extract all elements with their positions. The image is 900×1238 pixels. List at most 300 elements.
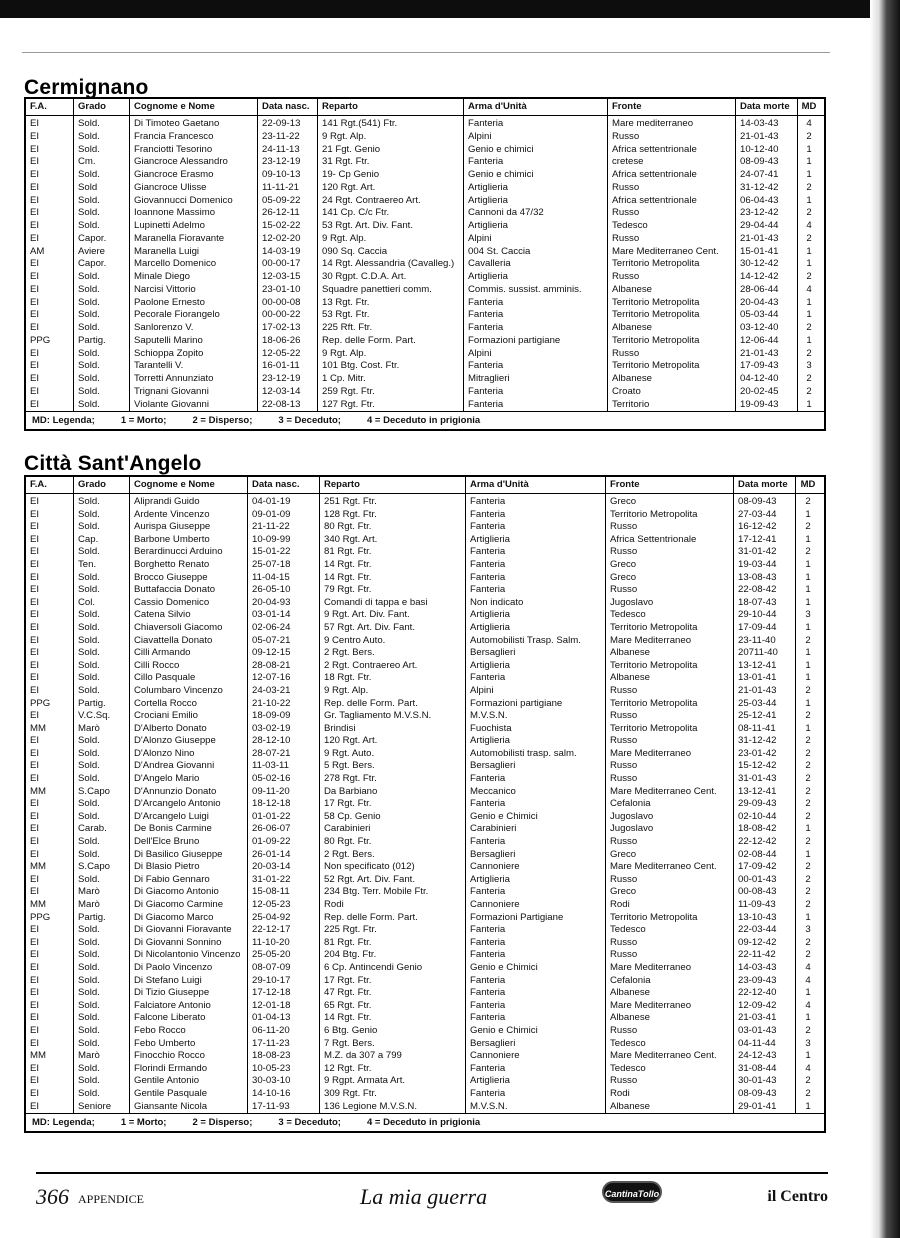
cell-birth-date: 18-09-09	[252, 710, 291, 722]
cell-grado: Sold.	[78, 659, 100, 671]
cell-reparto: 53 Rgt. Ftr.	[322, 309, 370, 321]
cell-name: Di Giacomo Marco	[134, 911, 214, 923]
cell-arma: M.V.S.N.	[470, 710, 508, 722]
cell-arma: Artiglieria	[470, 609, 510, 621]
cell-grado: Sold.	[78, 571, 100, 583]
cell-name: Falcone Liberato	[134, 1012, 206, 1024]
md-legend	[26, 1114, 824, 1131]
cell-fa: EI	[30, 347, 40, 359]
cell-md: 2	[805, 747, 811, 759]
md-legend-label: MD: Legenda;	[32, 1117, 95, 1129]
cell-arma: Artiglieria	[470, 621, 510, 633]
cell-reparto: 9 Rgt. Auto.	[324, 747, 375, 759]
cell-grado: Sold.	[78, 684, 100, 696]
cell-name: Lupinetti Adelmo	[134, 220, 205, 231]
cell-reparto: 80 Rgt. Ftr.	[324, 836, 372, 848]
cell-birth-date: 08-07-09	[252, 961, 291, 973]
cell-death-date: 29-04-44	[740, 220, 779, 231]
cell-name: Marcello Domenico	[134, 258, 217, 270]
cell-death-date: 30-12-42	[740, 258, 779, 270]
column-header-fronte: Fronte	[606, 477, 734, 493]
cell-grado: Sold.	[78, 873, 100, 885]
cell-reparto: 14 Rgt. Ftr.	[324, 571, 372, 583]
cell-md: 4	[806, 118, 812, 129]
cell-birth-date: 17-12-18	[252, 987, 291, 999]
cell-birth-date: 28-08-21	[252, 659, 291, 671]
cell-death-date: 21-03-41	[738, 1012, 777, 1024]
cell-birth-date: 23-11-22	[262, 130, 300, 142]
cell-fronte: Russo	[612, 271, 640, 282]
cell-arma: Fanteria	[468, 296, 504, 308]
cell-fronte: Russo	[610, 949, 638, 961]
cell-md: 2	[805, 546, 811, 558]
cell-reparto: M.Z. da 307 a 799	[324, 1050, 402, 1062]
cell-grado: Sold.	[78, 936, 100, 948]
cell-death-date: 27-03-44	[738, 508, 777, 520]
cell-death-date: 00-08-43	[738, 886, 777, 898]
md-legend-item: 3 = Deceduto;	[278, 1117, 341, 1129]
cell-name: Gentile Antonio	[134, 1075, 200, 1087]
cell-grado: Sold.	[78, 207, 100, 219]
cell-death-date: 15-12-42	[738, 760, 777, 772]
cell-reparto: 251 Rgt. Ftr.	[324, 496, 377, 507]
cell-grado: Sold.	[78, 496, 100, 507]
column-arma	[464, 116, 608, 411]
cell-reparto: 18 Rgt. Ftr.	[324, 672, 372, 684]
cell-grado: Sold.	[78, 194, 100, 206]
cell-fronte: Mare Mediterraneo Cent.	[610, 785, 717, 797]
cell-fronte: Russo	[610, 836, 638, 848]
cell-reparto: 9 Rgt. Alp.	[322, 232, 367, 244]
cell-fa: EI	[30, 156, 40, 168]
cell-fa: EI	[30, 398, 40, 410]
cell-reparto: 136 Legione M.V.S.N.	[324, 1100, 417, 1112]
cell-grado: Sold.	[78, 747, 100, 759]
cell-death-date: 13-01-41	[738, 672, 777, 684]
cell-fa: EI	[30, 1100, 40, 1112]
cell-fa: EI	[30, 747, 40, 759]
cell-md: 2	[806, 271, 812, 282]
cell-birth-date: 09-10-13	[262, 169, 301, 180]
cell-md: 4	[806, 220, 812, 231]
cell-birth-date: 17-11-23	[252, 1037, 290, 1049]
cell-birth-date: 00-00-17	[262, 258, 301, 270]
cell-death-date: 21-01-43	[740, 347, 779, 359]
cell-death-date: 17-09-43	[740, 360, 779, 372]
cell-name: Pecorale Fiorangelo	[134, 309, 220, 321]
cell-name: Columbaro Vincenzo	[134, 684, 223, 696]
cell-death-date: 06-04-43	[740, 194, 779, 206]
cell-md: 1	[805, 722, 811, 734]
cell-md: 2	[805, 760, 811, 772]
cell-name: Violante Giovanni	[134, 398, 210, 410]
cell-birth-date: 12-05-23	[252, 899, 291, 910]
cell-md: 4	[805, 999, 811, 1011]
cell-fronte: Russo	[610, 936, 638, 948]
table-body	[26, 116, 824, 412]
cell-birth-date: 01-01-22	[252, 810, 291, 822]
cell-name: Di Giovanni Sonnino	[134, 936, 222, 948]
cell-birth-date: 11-11-21	[262, 181, 299, 193]
sponsor-logo-text: CantinaTollo	[604, 1189, 660, 1199]
cell-grado: Sold	[78, 181, 98, 193]
cell-birth-date: 23-01-10	[262, 283, 301, 295]
cell-birth-date: 18-06-26	[262, 334, 301, 346]
cell-fronte: Mare Mediterraneo	[610, 747, 692, 759]
cell-birth-date: 09-12-15	[252, 647, 291, 659]
cell-reparto: 9 Centro Auto.	[324, 634, 386, 646]
cell-md: 1	[806, 245, 812, 257]
cell-fa: EI	[30, 949, 40, 961]
cell-death-date: 28-06-44	[740, 283, 779, 295]
publication-title: La mia guerra	[360, 1184, 488, 1209]
cell-fa: EI	[30, 1024, 40, 1036]
cell-md: 1	[806, 143, 812, 155]
cell-reparto: 14 Rgt. Ftr.	[324, 558, 372, 570]
cell-grado: Partig.	[78, 911, 106, 923]
cell-arma: Fanteria	[470, 496, 506, 507]
cell-md: 4	[806, 283, 812, 295]
cell-death-date: 04-11-44	[738, 1037, 776, 1049]
cell-grado: S.Capo	[78, 785, 110, 797]
cell-death-date: 14-03-43	[740, 118, 779, 129]
column-death-date	[734, 494, 796, 1113]
cell-reparto: 24 Rgt. Contraereo Art.	[322, 194, 421, 206]
cell-fa: EI	[30, 999, 40, 1011]
table-header	[26, 477, 824, 494]
column-fronte	[608, 116, 736, 411]
cell-arma: Alpini	[468, 347, 492, 359]
cell-reparto: 141 Rgt.(541) Ftr.	[322, 118, 398, 129]
cell-md: 2	[805, 1087, 811, 1099]
cell-death-date: 14-12-42	[740, 271, 779, 282]
cell-death-date: 08-09-43	[738, 496, 777, 507]
cell-fa: PPG	[30, 334, 51, 346]
cell-birth-date: 03-01-14	[252, 609, 291, 621]
appendix-label: APPENDICE	[78, 1192, 145, 1206]
cell-arma: Cannoni da 47/32	[468, 207, 544, 219]
cell-birth-date: 12-01-18	[252, 999, 291, 1011]
cell-arma: Fanteria	[470, 672, 506, 684]
cell-birth-date: 23-12-19	[262, 156, 301, 168]
cell-fa: EI	[30, 760, 40, 772]
cell-reparto: 090 Sq. Caccia	[322, 245, 388, 257]
casualty-table-citta-sant-angelo	[24, 475, 826, 1133]
column-fronte	[606, 494, 734, 1113]
section-title-cermignano: Cermignano	[24, 76, 149, 99]
cell-grado: Sold.	[78, 987, 100, 999]
cell-birth-date: 09-01-09	[252, 508, 291, 520]
cell-fronte: Mare Mediterraneo	[610, 999, 692, 1011]
cell-death-date: 13-08-43	[738, 571, 777, 583]
cell-death-date: 22-12-40	[738, 987, 777, 999]
cell-md: 1	[806, 194, 812, 206]
cell-arma: Bersaglieri	[470, 760, 516, 772]
cell-grado: Aviere	[78, 245, 106, 257]
cell-fa: EI	[30, 609, 40, 621]
cell-fronte: Territorio	[612, 398, 650, 410]
cell-reparto: 340 Rgt. Art.	[324, 533, 378, 545]
column-header-grado: Grado	[74, 99, 130, 115]
cell-arma: Fanteria	[470, 949, 506, 961]
cell-reparto: 21 Fgt. Genio	[322, 143, 381, 155]
cell-fronte: Territorio Metropolita	[610, 659, 698, 671]
cell-birth-date: 03-02-19	[252, 722, 291, 734]
cell-fronte: Russo	[612, 130, 640, 142]
cell-fronte: Russo	[610, 710, 638, 722]
cell-grado: Sold.	[78, 1087, 100, 1099]
column-header-name: Cognome e Nome	[130, 99, 258, 115]
cell-grado: Sold.	[78, 347, 100, 359]
cell-birth-date: 20-04-93	[252, 596, 291, 608]
cell-arma: Genio e chimici	[468, 169, 534, 180]
cell-reparto: 31 Rgt. Ftr.	[322, 156, 370, 168]
cell-grado: Cap.	[78, 533, 99, 545]
cell-name: Chiaversoli Giacomo	[134, 621, 223, 633]
cell-arma: Cavalleria	[468, 258, 511, 270]
header-rule	[22, 52, 830, 53]
cell-reparto: 309 Rgt. Ftr.	[324, 1087, 377, 1099]
cell-name: Di Giacomo Carmine	[134, 899, 224, 910]
cell-md: 1	[806, 398, 812, 410]
cell-reparto: 9 Rgpt. Armata Art.	[324, 1075, 406, 1087]
cell-arma: Artiglieria	[470, 1075, 510, 1087]
cell-death-date: 25-03-44	[738, 697, 777, 709]
cell-death-date: 03-01-43	[738, 1024, 777, 1036]
cell-arma: Fanteria	[470, 558, 506, 570]
cell-fa: EI	[30, 836, 40, 848]
cell-name: Aurispa Giuseppe	[134, 521, 211, 533]
column-header-fronte: Fronte	[608, 99, 736, 115]
cell-grado: Sold.	[78, 584, 100, 596]
cell-md: 1	[805, 848, 811, 860]
cell-reparto: Rep. delle Form. Part.	[322, 334, 416, 346]
cell-reparto: Rep. delle Form. Part.	[324, 911, 418, 923]
cell-arma: Fanteria	[468, 156, 504, 168]
cell-reparto: Brindisi	[324, 722, 356, 734]
cell-name: Giancroce Alessandro	[134, 156, 228, 168]
cell-fa: EI	[30, 558, 40, 570]
cell-md: 3	[805, 609, 811, 621]
cell-fronte: Mare Mediterraneo	[610, 961, 692, 973]
cell-reparto: 259 Rgt. Ftr.	[322, 385, 375, 397]
cell-name: Febo Rocco	[134, 1024, 186, 1036]
cell-arma: Fuochista	[470, 722, 512, 734]
cell-name: Buttafaccia Donato	[134, 584, 216, 596]
cell-reparto: Carabinieri	[324, 823, 371, 835]
cell-reparto: 6 Cp. Antincendi Genio	[324, 961, 423, 973]
cell-reparto: Rep. delle Form. Part.	[324, 697, 418, 709]
cell-fa: EI	[30, 207, 40, 219]
cell-fronte: Tedesco	[610, 924, 646, 936]
cell-reparto: 81 Rgt. Ftr.	[324, 936, 372, 948]
cell-md: 2	[805, 773, 811, 785]
cell-reparto: 17 Rgt. Ftr.	[324, 798, 372, 810]
cell-name: Crociani Emilio	[134, 710, 198, 722]
cell-fronte: Albanese	[610, 647, 651, 659]
cell-md: 1	[806, 334, 812, 346]
cell-death-date: 10-12-40	[740, 143, 779, 155]
cell-birth-date: 14-03-19	[262, 245, 301, 257]
cell-birth-date: 31-01-22	[252, 873, 291, 885]
cell-fronte: Tedesco	[610, 609, 646, 621]
cell-arma: Bersaglieri	[470, 848, 516, 860]
cell-reparto: 19- Cp Genio	[322, 169, 380, 180]
cell-md: 1	[806, 169, 812, 180]
cell-death-date: 22-08-42	[738, 584, 777, 596]
cell-fronte: Croato	[612, 385, 641, 397]
cell-md: 2	[805, 1024, 811, 1036]
cell-name: Gentile Pasquale	[134, 1087, 208, 1099]
cell-fa: EI	[30, 521, 40, 533]
cell-md: 2	[805, 710, 811, 722]
cell-md: 2	[806, 322, 812, 333]
cell-grado: Sold.	[78, 309, 100, 321]
cell-md: 4	[805, 961, 811, 973]
cell-fa: EI	[30, 1087, 40, 1099]
cell-arma: Carabinieri	[470, 823, 517, 835]
cell-md: 2	[805, 949, 811, 961]
cell-death-date: 19-09-43	[740, 398, 779, 410]
cell-fa: EI	[30, 385, 40, 397]
cell-name: Florindi Ermando	[134, 1062, 208, 1074]
cell-md: 2	[805, 496, 811, 507]
cell-fronte: Albanese	[612, 373, 653, 384]
cell-death-date: 20-02-45	[740, 385, 779, 397]
column-header-md: MD	[800, 479, 816, 490]
cell-md: 3	[805, 1037, 811, 1049]
cell-grado: Sold.	[78, 810, 100, 822]
cell-arma: Alpini	[468, 232, 492, 244]
cell-death-date: 12-09-42	[738, 999, 777, 1011]
cell-death-date: 23-12-42	[740, 207, 779, 219]
cell-arma: Fanteria	[470, 1012, 506, 1024]
cell-fronte: Greco	[610, 886, 637, 898]
cell-fronte: Albanese	[610, 987, 651, 999]
cell-death-date: 12-06-44	[740, 334, 779, 346]
cell-name: Sanlorenzo V.	[134, 322, 194, 333]
cell-birth-date: 15-02-22	[262, 220, 301, 231]
cell-fa: EI	[30, 130, 40, 142]
page-edge-shadow	[870, 0, 900, 1238]
cell-md: 1	[805, 1100, 811, 1112]
cell-reparto: 7 Rgt. Bers.	[324, 1037, 375, 1049]
cell-fronte: Russo	[612, 232, 640, 244]
cell-death-date: 17-12-41	[738, 533, 777, 545]
cell-grado: Sold.	[78, 143, 100, 155]
cell-fa: MM	[30, 1050, 46, 1062]
cell-death-date: 13-12-41	[738, 659, 777, 671]
cell-arma: Cannoniere	[470, 899, 520, 910]
cell-grado: Cm.	[78, 156, 96, 168]
cell-md: 1	[805, 533, 811, 545]
cell-death-date: 23-01-42	[738, 747, 777, 759]
cell-fa: EI	[30, 283, 40, 295]
cell-birth-date: 25-05-20	[252, 949, 291, 961]
cell-md: 2	[806, 373, 812, 384]
cell-fronte: Cefalonia	[610, 798, 651, 810]
cell-grado: Sold.	[78, 634, 100, 646]
cell-birth-date: 17-11-93	[252, 1100, 290, 1112]
cell-reparto: 101 Btg. Cost. Ftr.	[322, 360, 400, 372]
cell-reparto: 9 Rgt. Art. Div. Fant.	[324, 609, 410, 621]
cell-grado: S.Capo	[78, 861, 110, 873]
cell-arma: Genio e Chimici	[470, 1024, 538, 1036]
cell-name: Falciatore Antonio	[134, 999, 211, 1011]
section-title-citta-sant-angelo: Città Sant'Angelo	[24, 452, 202, 475]
cell-grado: Sold.	[78, 296, 100, 308]
cell-grado: Sold.	[78, 508, 100, 520]
cell-fa: MM	[30, 861, 46, 873]
cell-grado: Marò	[78, 722, 100, 734]
cell-fa: EI	[30, 961, 40, 973]
cell-name: D'Arcangelo Antonio	[134, 798, 221, 810]
cell-birth-date: 18-12-18	[252, 798, 291, 810]
cell-grado: Ten.	[78, 558, 97, 570]
column-arma	[466, 494, 606, 1113]
cell-death-date: 02-08-44	[738, 848, 777, 860]
cell-reparto: 204 Btg. Ftr.	[324, 949, 377, 961]
cell-md: 1	[806, 258, 812, 270]
sponsor-logo	[602, 1181, 662, 1203]
cell-death-date: 16-12-42	[738, 521, 777, 533]
cell-fronte: Russo	[610, 773, 638, 785]
cell-name: Cillo Pasquale	[134, 672, 196, 684]
cell-death-date: 22-03-44	[738, 924, 777, 936]
cell-md: 2	[806, 181, 812, 193]
cell-grado: Sold.	[78, 609, 100, 621]
cell-grado: Sold.	[78, 283, 100, 295]
cell-md: 3	[806, 360, 812, 372]
cell-md: 2	[805, 936, 811, 948]
cell-md: 1	[806, 309, 812, 321]
cell-grado: Col.	[78, 596, 96, 608]
cell-fronte: Territorio Metropolita	[612, 334, 700, 346]
cell-fronte: Territorio Metropolita	[612, 360, 700, 372]
cell-name: Cilli Rocco	[134, 659, 180, 671]
cell-md: 4	[805, 1062, 811, 1074]
cell-grado: Sold.	[78, 1024, 100, 1036]
cell-fronte: Territorio Metropolita	[612, 309, 700, 321]
cell-birth-date: 00-00-08	[262, 296, 301, 308]
cell-name: Di Nicolantonio Vincenzo	[134, 949, 241, 961]
cell-md: 1	[805, 571, 811, 583]
cell-grado: Sold.	[78, 999, 100, 1011]
cell-death-date: 29-09-43	[738, 798, 777, 810]
cell-fa: EI	[30, 672, 40, 684]
cell-md: 2	[805, 521, 811, 533]
cell-grado: Marò	[78, 886, 100, 898]
cell-arma: Commis. sussist. amminis.	[468, 283, 582, 295]
cell-fa: AM	[30, 245, 45, 257]
cell-death-date: 08-11-41	[738, 722, 776, 734]
cell-grado: Seniore	[78, 1100, 112, 1112]
column-grado	[74, 116, 130, 411]
cell-birth-date: 26-12-11	[262, 207, 300, 219]
cell-death-date: 23-11-40	[738, 634, 776, 646]
cell-birth-date: 14-10-16	[252, 1087, 291, 1099]
cell-reparto: 120 Rgt. Art.	[322, 181, 376, 193]
cell-arma: Artiglieria	[470, 659, 510, 671]
cell-arma: Fanteria	[470, 773, 506, 785]
cell-birth-date: 12-03-14	[262, 385, 301, 397]
footer-rule	[36, 1172, 828, 1174]
cell-fa: EI	[30, 296, 40, 308]
cell-md: 2	[805, 1075, 811, 1087]
cell-reparto: 2 Rgt. Bers.	[324, 848, 375, 860]
cell-birth-date: 12-07-16	[252, 672, 291, 684]
cell-fronte: Russo	[612, 347, 640, 359]
